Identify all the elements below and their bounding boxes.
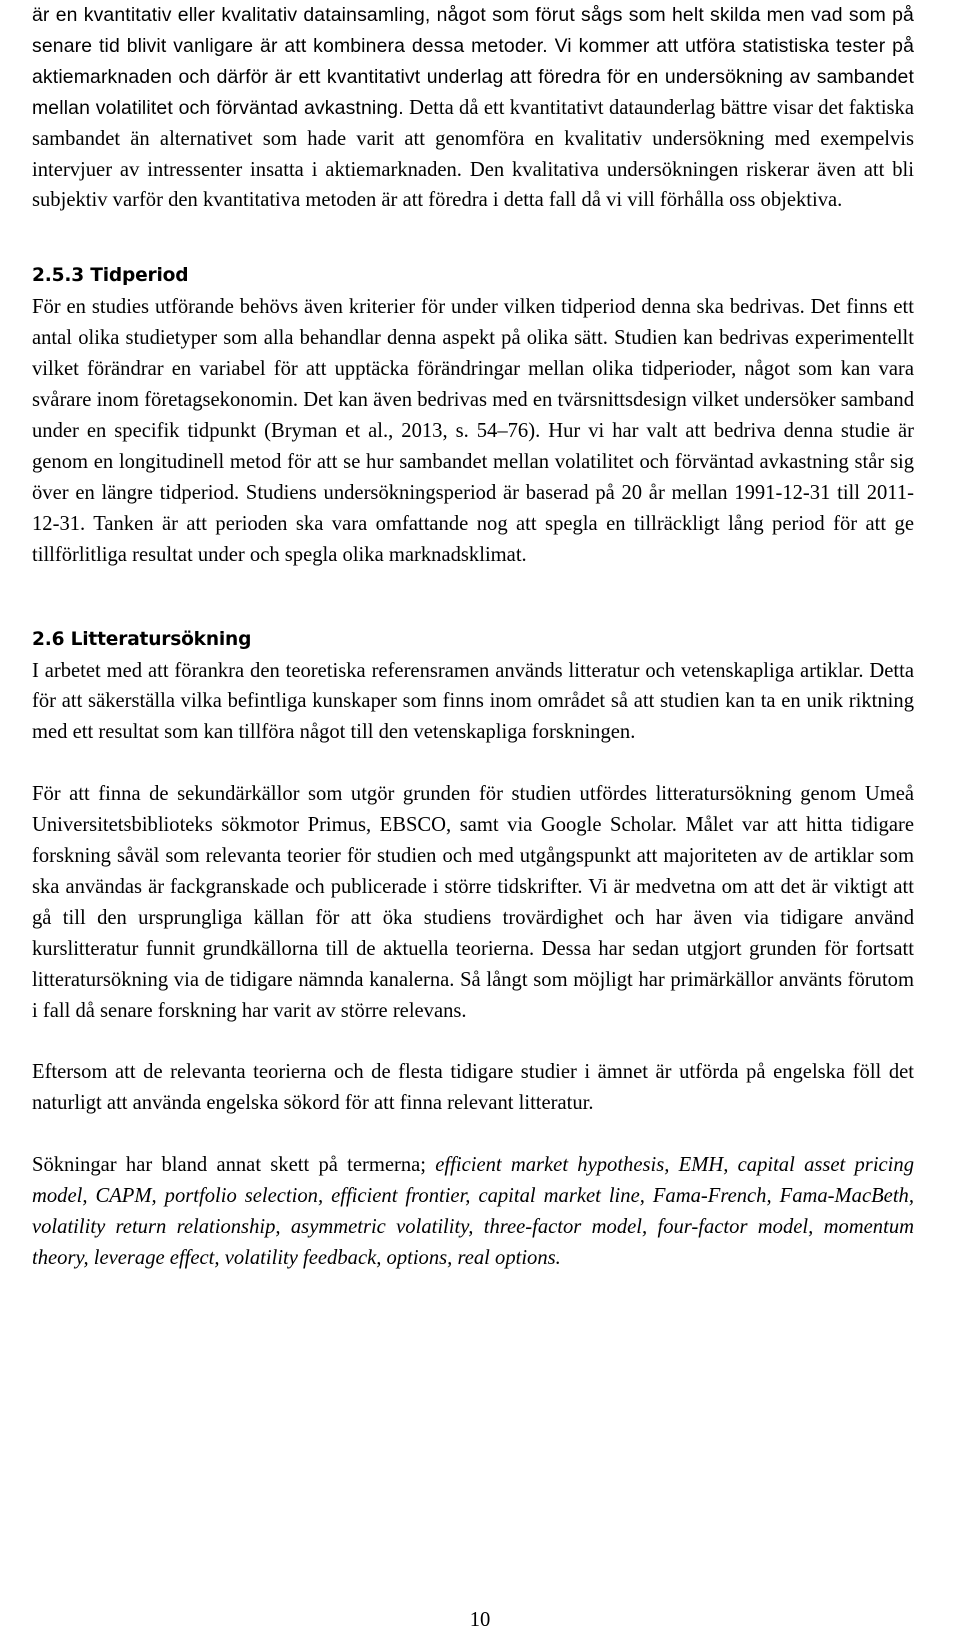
paragraph-method-intro [32, 0, 914, 216]
paragraph-litteratur-1: I arbetet med att förankra den teoretiska referensramen används litteratur och vetenskapliga artiklar. Detta för att säkerställa vilka befintliga kunskaper som finns inom området så att studien kan ta en unik riktning med ett resultat som kan tillföra något till den vetenskapliga forskningen. [32, 659, 914, 744]
section-heading-tidperiod: 2.5.3 Tidperiod [32, 265, 189, 287]
page-number: 10 [469, 1609, 491, 1631]
paragraph-tidperiod: För en studies utförande behövs även kriterier för under vilken tidperiod denna ska bedrivas. Det finns ett antal olika studietyper som alla behandlar denna aspekt på olika sätt. Studien kan bedrivas experimentellt vilket förändrar en variabel för att upptäcka förändringar mellan olika tidperioder, något som kan vara svårare inom företagsekonomin. Det kan även bedrivas med en tvärsnittsdesign vilket undersöker samband under en specifik tidpunkt (Bryman et al., 2013, s. 54–76). Hur vi har valt att bedriva denna studie är genom en longitudinell metod för att se hur sambandet mellan volatilitet och förväntad avkastning står sig över en längre tidperiod. Studiens undersökningsperiod är baserad på 20 år mellan 1991-12-31 till 2011-12-31. Tanken är att perioden ska vara omfattande nog att spegla en tillräckligt lång period för att ge tillförlitliga resultat under och spegla olika marknadsklimat. [32, 296, 914, 566]
paragraph-litteratur-4 [32, 1150, 914, 1274]
paragraph-litteratur-3: Eftersom att de relevanta teorierna och de flesta tidigare studier i ämnet är utförda på engelska föll det naturligt att använda engelska sökord för att finna relevant litteratur. [32, 1061, 914, 1115]
document-page [32, 0, 914, 1647]
section-heading-litteratursokning: 2.6 Litteratursökning [32, 628, 252, 650]
search-terms-list: efficient market hypothesis, EMH, capital asset pricing model, CAPM, portfolio selection, efficient frontier, capital market line, Fama-French, Fama-MacBeth, volatility return relationship, asymmetric volatility, three-factor model, four-factor model, momentum theory, leverage effect, volatility feedback, options, real options. [32, 1154, 914, 1269]
search-terms-intro: Sökningar har bland annat skett på termerna; [32, 1154, 436, 1177]
paragraph-method-intro-sans-part: är en kvantitativ eller kvalitativ datainsamling, något som förut sågs som helt skilda men vad som på senare tid blivit vanligare är att kombinera dessa metoder. Vi kommer att utföra statistiska tester på aktiemarknaden och därför är ett kvantitativt underlag att föredra för en undersökning av sambandet mellan volatilitet och förväntad avkastning. [32, 4, 914, 119]
paragraph-litteratur-2: För att finna de sekundärkällor som utgör grunden för studien utfördes litteratursökning genom Umeå Universitetsbiblioteks sökmotor Primus, EBSCO, samt via Google Scholar. Målet var att hitta tidigare forskning såväl som relevanta teorier för studien och med utgångspunkt att majoriteten av de artiklar som ska användas är fackgranskade och publicerade i större tidskrifter. Vi är medvetna om att det är viktigt att gå till den ursprungliga källan för att öka studiens trovärdighet och har även via tidigare använd kurslitteratur funnit grundkällorna till de aktuella teorierna. Dessa har sedan utgjort grunden för fortsatt litteratursökning via de tidigare nämnda kanalerna. Så långt som möjligt har primärkällor använts förutom i fall då senare forskning har varit av större relevans. [32, 783, 914, 1022]
paragraph-method-intro-serif-part: Detta då ett kvantitativt dataunderlag bättre visar det faktiska sambandet än alternativet som hade varit att genomföra en kvalitativ undersökning med exempelvis intervjuer av intressenter insatta i aktiemarknaden. Den kvalitativa undersökningen riskerar även att bli subjektiv varför den kvantitativa metoden är att föredra i detta fall då vi vill förhålla oss objektiva. [32, 96, 914, 212]
